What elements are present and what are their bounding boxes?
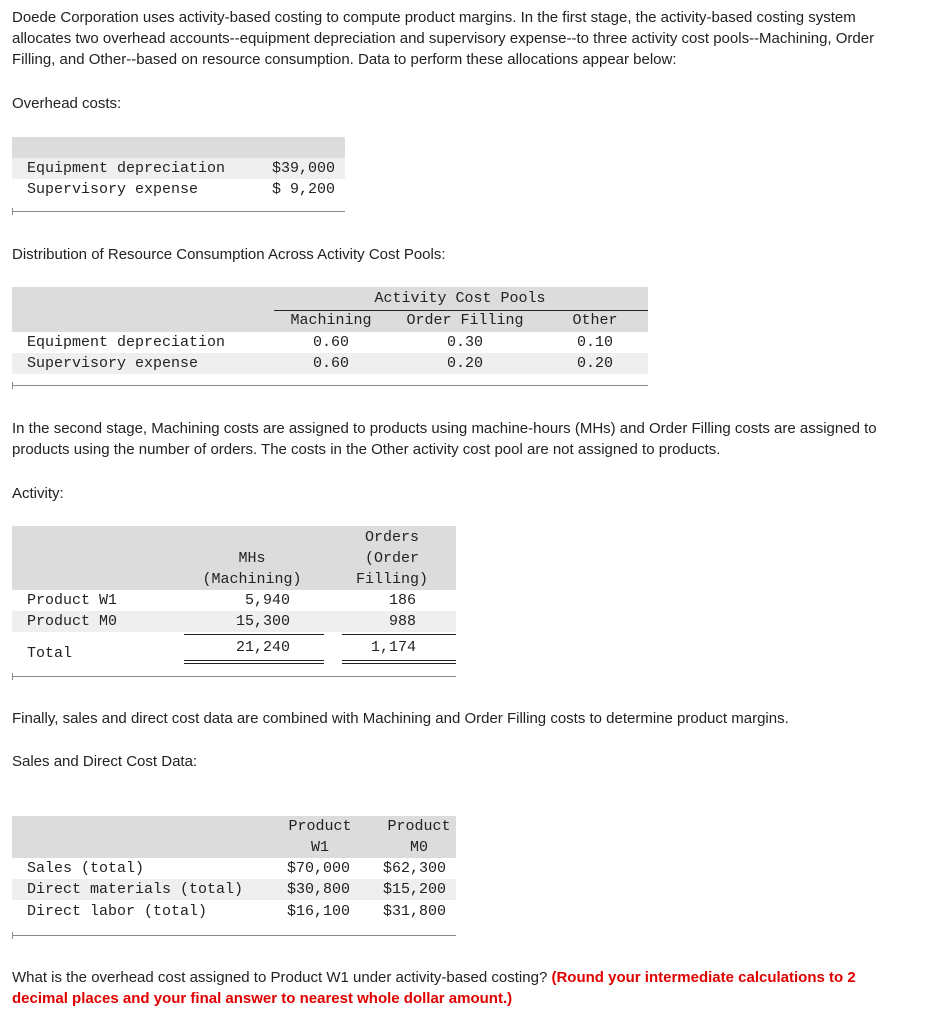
column-header: MHs	[238, 550, 266, 567]
column-header: (Machining)	[202, 571, 302, 588]
question-paragraph	[12, 967, 902, 1009]
table-cell: $70,000	[286, 860, 350, 877]
distribution-heading: Distribution of Resource Consumption Across Activity Cost Pools:	[12, 246, 446, 263]
total-value: 21,240	[235, 639, 290, 656]
table-cell: 0.30	[446, 334, 483, 351]
table-cell: 0.10	[576, 334, 613, 351]
rounding-note: (Round your intermediate calculations to 2 decimal places and your final answer to nearest whole dollar amount.)	[12, 969, 856, 1007]
finally-paragraph: Finally, sales and direct cost data are combined with Machining and Order Filling costs to determine product margins.	[12, 710, 789, 727]
row-label: Equipment depreciation	[27, 334, 226, 351]
column-header: M0	[409, 839, 428, 856]
table-bottom-rule	[12, 676, 456, 677]
column-header: Product	[288, 818, 352, 835]
column-header: Product	[387, 818, 451, 835]
table-cell: $30,800	[286, 881, 350, 898]
column-header: Order Filling	[406, 312, 524, 329]
table-cell: $15,200	[382, 881, 446, 898]
table-cell: 988	[388, 613, 416, 630]
table-header-bar	[12, 137, 345, 158]
total-rule	[342, 634, 456, 635]
intro-paragraph: Doede Corporation uses activity-based costing to compute product margins. In the first stage, the activity-based costing system allocates two overhead accounts--equipment depreciation and supervisory expense--to three activity cost pools--Machining, Order Filling, and Other--based on resource consumption. Data to perform these allocations appear below:	[12, 9, 875, 68]
row-label: Direct materials (total)	[27, 881, 244, 898]
activity-table	[12, 526, 456, 680]
double-rule	[342, 660, 456, 661]
table-cell: 0.20	[446, 355, 483, 372]
total-rule	[184, 634, 324, 635]
question-text: What is the overhead cost assigned to Product W1 under activity-based costing?	[12, 969, 548, 986]
column-header: (Order	[364, 550, 419, 567]
table-bottom-rule	[12, 935, 456, 936]
table-cell: 5,940	[244, 592, 290, 609]
sales-heading: Sales and Direct Cost Data:	[12, 753, 198, 770]
row-label: Direct labor (total)	[27, 903, 208, 920]
column-header: Filling)	[355, 571, 428, 588]
double-rule	[342, 663, 456, 664]
total-value: 1,174	[370, 639, 416, 656]
overhead-label: Supervisory expense	[27, 181, 199, 198]
second-stage-paragraph: In the second stage, Machining costs are assigned to products using machine-hours (MHs) and Order Filling costs are assigned to products using the number of orders. The costs in the Other activity cost pool are not assigned to products.	[12, 420, 877, 458]
column-header: Orders	[364, 529, 419, 546]
row-label: Sales (total)	[27, 860, 145, 877]
column-header: Machining	[290, 312, 372, 329]
row-label: Product W1	[27, 592, 118, 609]
overhead-value: $39,000	[271, 160, 335, 177]
table-cell: 0.20	[576, 355, 613, 372]
table-bottom-rule	[12, 211, 345, 212]
double-rule	[184, 663, 324, 664]
table-cell: $16,100	[286, 903, 350, 920]
overhead-table	[12, 137, 345, 215]
table-cell: 0.60	[312, 355, 349, 372]
table-cell: 186	[388, 592, 416, 609]
row-label: Product M0	[27, 613, 118, 630]
table-bottom-rule	[12, 385, 648, 386]
column-header: W1	[310, 839, 329, 856]
row-label: Supervisory expense	[27, 355, 199, 372]
table-cell: 0.60	[312, 334, 349, 351]
overhead-label: Equipment depreciation	[27, 160, 226, 177]
sales-table	[12, 816, 456, 942]
distribution-table	[12, 287, 648, 391]
table-cell: $62,300	[382, 860, 446, 877]
table-cell: $31,800	[382, 903, 446, 920]
total-label: Total	[27, 645, 73, 662]
activity-heading: Activity:	[12, 485, 64, 502]
overhead-heading: Overhead costs:	[12, 95, 122, 112]
column-header: Other	[572, 312, 618, 329]
double-rule	[184, 660, 324, 661]
group-header: Activity Cost Pools	[374, 290, 546, 307]
table-cell: 15,300	[235, 613, 290, 630]
overhead-value: $ 9,200	[271, 181, 335, 198]
